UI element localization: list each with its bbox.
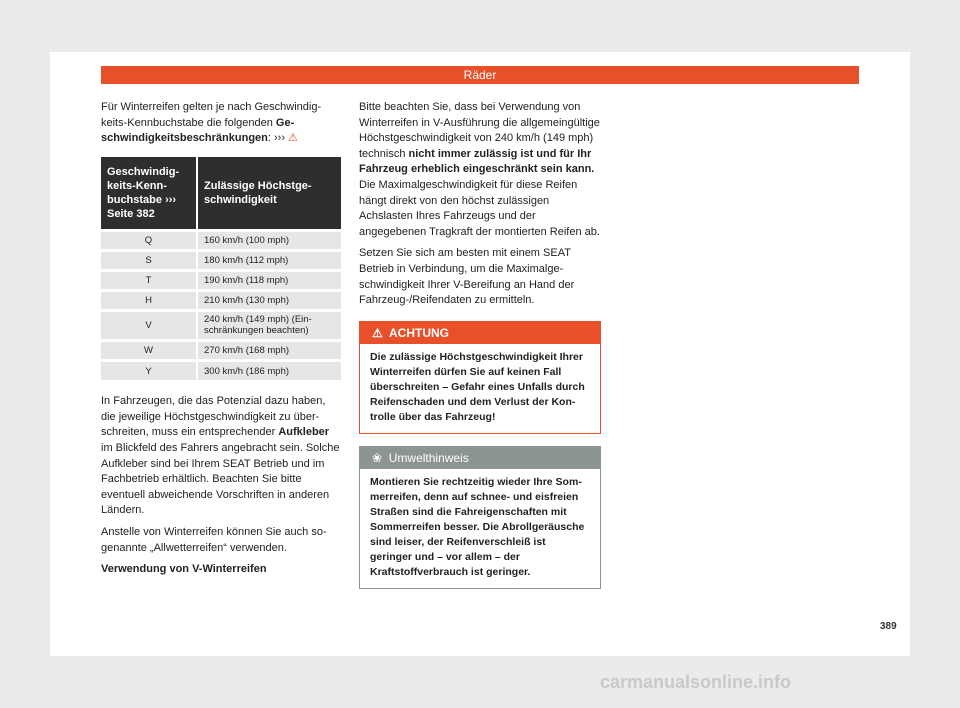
- speed-limit-cell: 300 km/h (186 mph): [197, 360, 341, 380]
- table-row: [101, 230, 341, 250]
- table-row: [101, 310, 341, 340]
- environment-title: Umwelthinweis: [388, 450, 469, 465]
- speed-code-cell: Q: [101, 230, 197, 250]
- seat-contact-paragraph: Setzen Sie sich am besten mit einem SEAT Betrieb in Verbindung, um die Maximalgeschwindigkeit Ihrer V-Bereifung an Hand der Fahrzeug-/Reifendaten zu ermitteln.: [359, 247, 575, 307]
- speed-limit-cell: 190 km/h (118 mph): [197, 270, 341, 290]
- speed-limit-cell: 210 km/h (130 mph): [197, 290, 341, 310]
- warning-box: [359, 321, 601, 434]
- environment-text: Montieren Sie rechtzeitig wieder Ihre Sommerreifen, denn auf schnee- und eisfreien Straßen sind die Fahreigenschaften mit Sommerreifen besser. Die Abrollgeräusche sind leiser, der Reifenverschleiß ist geringer und – vor allem – der Kraftstoffverbrauch ist geringer.: [370, 475, 585, 578]
- warning-triangle-icon: ⚠: [372, 325, 383, 340]
- allweather-paragraph: Anstelle von Winterreifen können Sie auch sogenannte „Allwetterreifen“ verwenden.: [101, 526, 327, 554]
- warning-title: ACHTUNG: [389, 325, 449, 340]
- header-title: Räder: [463, 68, 497, 82]
- environment-box-header: [360, 447, 600, 469]
- page-number: 389: [880, 621, 897, 632]
- speed-limit-cell: 240 km/h (149 mph) (Einschränkungen beachten): [197, 310, 341, 340]
- speed-code-cell: T: [101, 270, 197, 290]
- table-header-code: Geschwindigkeits-Kennbuchstabe ››› Seite 382: [101, 157, 197, 231]
- subheading: Verwendung von V-Winterreifen: [101, 563, 267, 576]
- speed-limit-cell: 180 km/h (112 mph): [197, 250, 341, 270]
- table-row: [101, 360, 341, 380]
- intro-paragraph: Für Winterreifen gelten je nach Geschwindigkeits-Kennbuchstabe die folgenden Geschwindigkeitsbeschränkungen: ››› ⚠: [101, 101, 322, 145]
- speed-table: [101, 157, 341, 381]
- warning-box-header: [360, 322, 600, 344]
- sticker-paragraph: In Fahrzeugen, die das Potenzial dazu haben, die jeweilige Höchstgeschwindigkeit zu überschreiten, muss ein entsprechender Aufkleber im Blickfeld des Fahrers angebracht sein. Solche Aufkleber sind bei Ihrem SEAT Betrieb und im Fachbetrieb erhältlich. Beachten Sie bitte eventuell abweichende Vorschriften in anderen Ländern.: [101, 395, 340, 517]
- speed-code-cell: V: [101, 310, 197, 340]
- speed-limit-cell: 160 km/h (100 mph): [197, 230, 341, 250]
- table-row: [101, 250, 341, 270]
- environment-box: [359, 446, 601, 589]
- right-column: [359, 100, 601, 589]
- speed-code-cell: H: [101, 290, 197, 310]
- v-tyre-paragraph: Bitte beachten Sie, dass bei Verwendung von Winterreifen in V-Ausführung die allgemeingültige Höchstgeschwindigkeit von 240 km/h (149 mph) technisch nicht immer zulässig ist und für Ihr Fahrzeug erheblich eingeschränkt sein kann. Die Maximalgeschwindigkeit für diese Reifen hängt direkt von den höchst zulässigen Achslasten Ihres Fahrzeugs und der angegebenen Tragkraft der montierten Reifen ab.: [359, 101, 600, 238]
- watermark: carmanualsonline.info: [600, 672, 792, 692]
- table-row: [101, 270, 341, 290]
- warning-triangle-icon: ⚠: [288, 132, 298, 145]
- left-column: [101, 100, 341, 584]
- warning-text: Die zulässige Höchstgeschwindigkeit Ihrer Winterreifen dürfen Sie auf keinen Fall überschreiten – Gefahr eines Unfalls durch Reifenschaden und dem Verlust der Kontrolle über das Fahrzeug!: [370, 350, 585, 423]
- table-row: [101, 340, 341, 360]
- table-header-speed: Zulässige Höchstgeschwindigkeit: [197, 157, 341, 231]
- page-header: [101, 66, 859, 84]
- table-row: [101, 290, 341, 310]
- speed-code-cell: W: [101, 340, 197, 360]
- speed-code-cell: Y: [101, 360, 197, 380]
- flower-icon: ❀: [372, 450, 383, 465]
- speed-limit-cell: 270 km/h (168 mph): [197, 340, 341, 360]
- speed-code-cell: S: [101, 250, 197, 270]
